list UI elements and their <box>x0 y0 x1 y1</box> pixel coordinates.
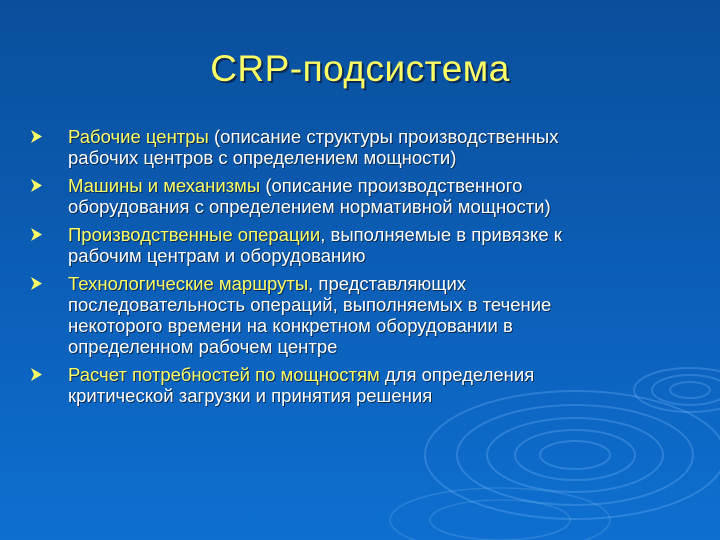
arrowhead-bullet-icon <box>30 228 43 241</box>
bullet-highlight: Производственные операции <box>68 224 321 245</box>
bullet-list <box>30 126 630 413</box>
bullet-highlight: Расчет потребностей по мощностям <box>68 364 380 385</box>
bullet-highlight: Технологические маршруты <box>68 273 309 294</box>
arrowhead-bullet-icon <box>30 130 43 143</box>
bullet-text: (описание структуры производственных рабочих центров с определением мощности) <box>68 126 559 168</box>
arrowhead-bullet-icon <box>30 179 43 192</box>
bullet-text: (описание производственного оборудования с определением нормативной мощности) <box>68 175 551 217</box>
bullet-item <box>30 224 630 266</box>
bullet-text: для определения критической загрузки и принятия решения <box>68 364 535 406</box>
bullet-text: , представляющих последовательность операций, выполняемых в течение некоторого времени на конкретном оборудовании в определенном рабочем центре <box>68 273 552 357</box>
bullet-highlight: Рабочие центры <box>68 126 209 147</box>
bullet-item <box>30 364 630 406</box>
bullet-highlight: Машины и механизмы <box>68 175 261 196</box>
bullet-item <box>30 273 630 357</box>
bullet-text: , выполняемые в привязке к рабочим центрам и оборудованию <box>68 224 562 266</box>
arrowhead-bullet-icon <box>30 277 43 290</box>
bullet-item <box>30 175 630 217</box>
arrowhead-bullet-icon <box>30 368 43 381</box>
slide-title: CRP-подсистема <box>210 48 510 89</box>
bullet-item <box>30 126 630 168</box>
